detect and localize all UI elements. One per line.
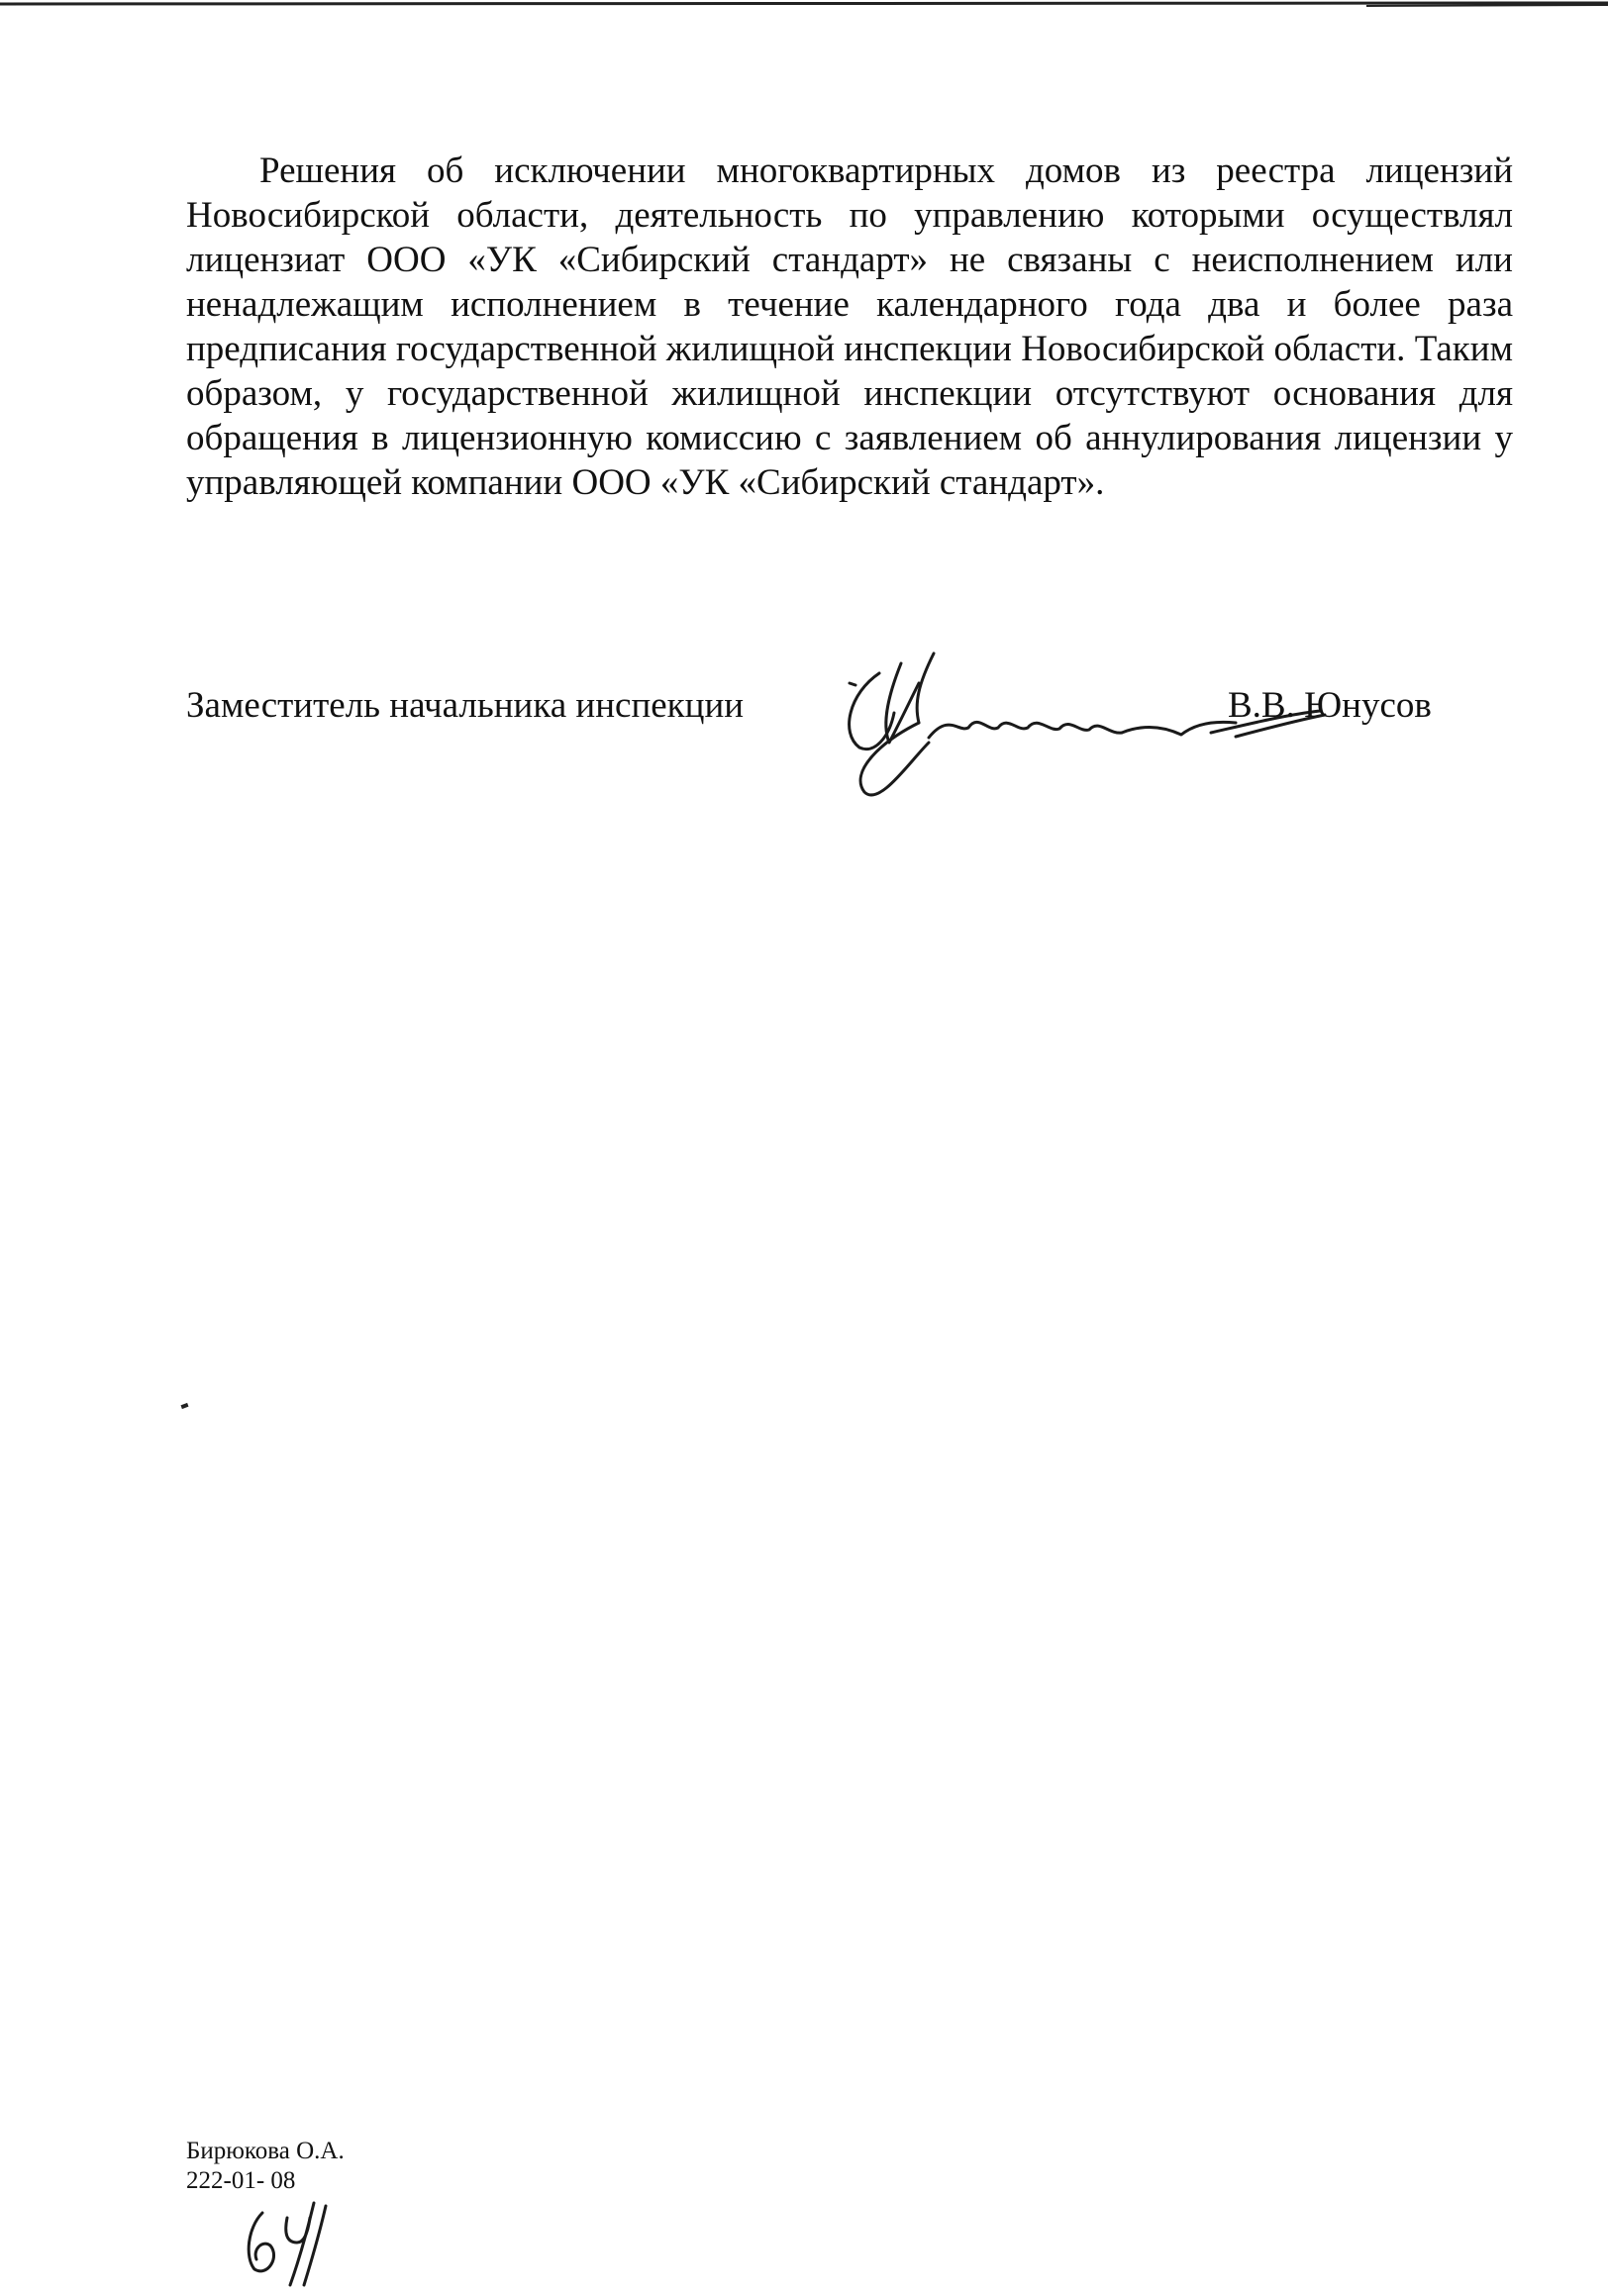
letter-body-paragraph: Решения об исключении многоквартирных домов из реестра лицензий Новосибирской области, деятельность по управлению которыми осуществлял лицензиат ООО «УК «Сибирский стандарт» не связаны с неисполнением или ненадлежащим исполнением в течение календарного года два и более раза предписания государственной жилищной инспекции Новосибирской области. Таким образом, у государственной жилищной инспекции отсутствуют основания для обращения в лицензионную комиссию с заявлением об аннулирования лицензии у управляющей компании ООО «УК «Сибирский стандарт».: [186, 150, 1513, 503]
top-border-line: [0, 0, 1608, 10]
executor-phone: 222-01- 08: [186, 2167, 296, 2194]
signatory-name: В.В. Юнусов: [1228, 685, 1432, 726]
handwritten-signature: [820, 644, 1493, 822]
scan-speck: [181, 1403, 189, 1409]
signature-block: [186, 644, 1493, 822]
handwritten-initials: [243, 2198, 361, 2287]
executor-name: Бирюкова О.А.: [186, 2138, 345, 2164]
executor-block: [186, 2137, 345, 2196]
signatory-position: Заместитель начальника инспекции: [186, 685, 745, 726]
